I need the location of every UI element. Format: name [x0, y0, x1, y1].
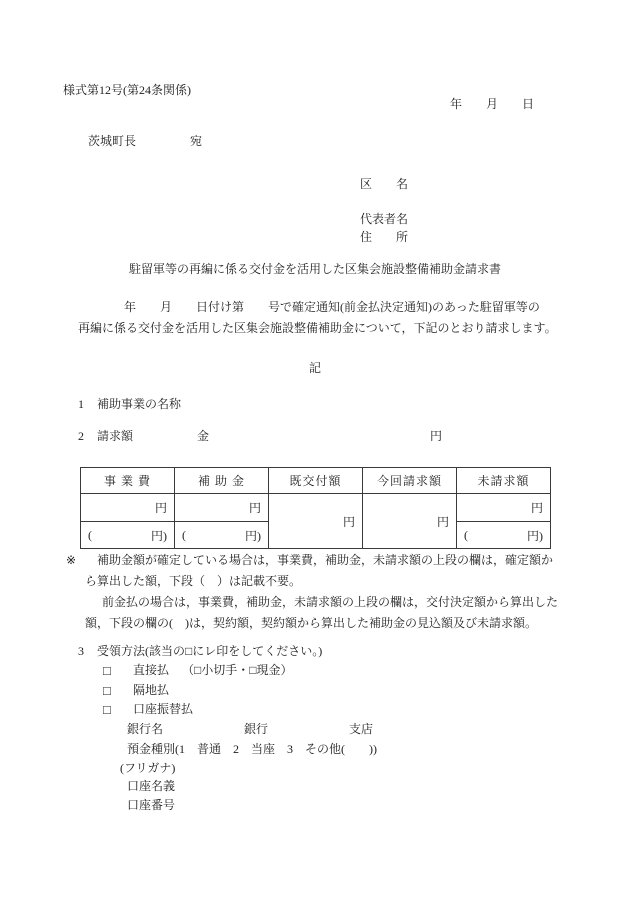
paren-open: (	[464, 527, 468, 542]
ku-name-label: 区 名	[360, 177, 409, 191]
option-remote-payment-label: 隔地払	[133, 683, 170, 697]
project-cost-paren-cell	[81, 522, 175, 549]
date-line: 年 月 日	[450, 97, 535, 111]
col-header-already-paid: 既交付額	[269, 468, 363, 494]
paren-yen: 円)	[151, 528, 167, 543]
subsidy-yen-cell: 円	[175, 494, 269, 522]
account-number-label: 口座番号	[127, 798, 176, 812]
body-line-2: 再編に係る交付金を活用した区集会施設整備補助金について，下記のとおり請求します。	[78, 321, 557, 335]
paren-open: (	[88, 527, 92, 542]
current-claim-yen-cell: 円	[363, 494, 457, 549]
section1-number: 1	[78, 397, 84, 411]
form-number: 様式第12号(第24条関係)	[63, 83, 191, 97]
paren-yen: 円)	[245, 528, 261, 543]
amount-table	[80, 467, 551, 549]
col-header-subsidy: 補 助 金	[175, 468, 269, 494]
document-title: 駐留軍等の再編に係る交付金を活用した区集会施設整備補助金請求書	[128, 262, 501, 276]
checkbox-remote-payment[interactable]: □	[103, 683, 111, 698]
paren-open: (	[182, 527, 186, 542]
note-line-4: 額，下段の欄の( )は，契約額，契約額から算出した補助金の見込額及び未請求額。	[85, 616, 537, 630]
col-header-project-cost: 事 業 費	[81, 468, 175, 494]
account-name-label: 口座名義	[127, 779, 176, 793]
paren-yen: 円)	[527, 528, 543, 543]
amount-table-header-row	[81, 468, 551, 494]
account-type-label: 預金種別(1 普通 2 当座 3 その他( ))	[127, 742, 377, 756]
option-direct-payment-label: 直接払	[133, 663, 170, 677]
unclaimed-paren-cell	[457, 522, 551, 549]
addressee-suffix: 宛	[190, 134, 203, 148]
section3-number: 3	[78, 644, 84, 658]
bank-name-label: 銀行名	[127, 722, 164, 736]
col-header-unclaimed: 未請求額	[457, 468, 551, 494]
representative-label: 代表者名	[360, 212, 409, 226]
section2-number: 2	[78, 429, 84, 443]
note-line-2: ら算出した額，下段（ ）は記載不要。	[85, 574, 302, 588]
address-label: 住 所	[360, 230, 409, 244]
note-line-3: 前金払の場合は，事業費，補助金，未請求額の上段の欄は，交付決定額から算出した	[102, 595, 559, 609]
ki-divider: 記	[308, 361, 321, 375]
checkbox-bank-transfer[interactable]: □	[103, 702, 111, 717]
project-cost-yen-cell: 円	[81, 494, 175, 522]
note-line-1: 補助金額が確定している場合は，事業費，補助金，未請求額の上段の欄は，確定額か	[97, 553, 554, 567]
col-header-current-claim: 今回請求額	[363, 468, 457, 494]
section2-yen: 円	[430, 429, 443, 443]
subsidy-paren-cell	[175, 522, 269, 549]
branch-suffix-label: 支店	[349, 722, 374, 736]
checkbox-direct-payment[interactable]: □	[103, 663, 111, 678]
unclaimed-yen-cell: 円	[457, 494, 551, 522]
addressee: 茨城町長	[88, 134, 137, 148]
already-paid-yen-cell: 円	[269, 494, 363, 549]
body-line-1: 年 月 日付け第 号で確定通知(前金払決定通知)のあった駐留軍等の	[124, 300, 540, 314]
section3-label: 受領方法(該当の□にレ印をしてください。)	[97, 644, 323, 658]
option-bank-transfer-label: 口座振替払	[133, 702, 194, 716]
option-direct-payment-extra: （□小切手・□現金）	[182, 663, 293, 677]
section2-label: 請求額	[97, 429, 134, 443]
section1-label: 補助事業の名称	[97, 397, 182, 411]
bank-suffix-label: 銀行	[244, 722, 269, 736]
amount-table-upper-row	[81, 494, 551, 522]
furigana-label: (フリガナ)	[120, 761, 176, 775]
section2-kin: 金	[197, 429, 210, 443]
note-marker: ※	[66, 553, 77, 567]
